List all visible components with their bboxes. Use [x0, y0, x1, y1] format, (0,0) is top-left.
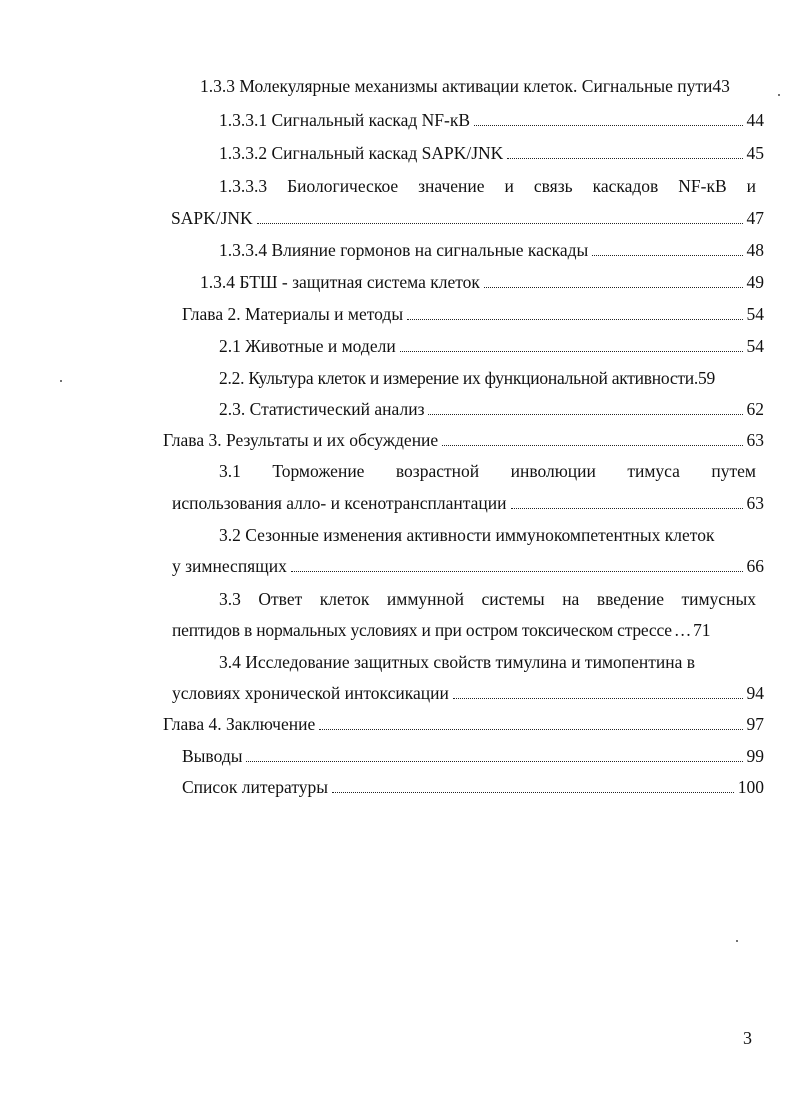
toc-entry-page: 62	[746, 399, 764, 419]
toc-word: тимуса	[627, 461, 680, 481]
toc-entry-3-4-line1	[219, 652, 695, 673]
toc-entry-1-3-3-3-line1	[219, 176, 756, 197]
dot-leader	[442, 445, 742, 446]
toc-entry-title: Глава 4. Заключение	[163, 714, 316, 734]
toc-entry-title: использования алло- и ксенотрансплантации	[172, 493, 507, 513]
dot-leader	[407, 319, 742, 320]
toc-entry-3-1-line2	[172, 493, 764, 514]
toc-word: тимусных	[681, 589, 756, 609]
toc-entry-title: у зимнеспящих	[172, 556, 287, 576]
toc-entry-title: 1.3.3 Молекулярные механизмы активации клеток. Сигнальные пути	[200, 76, 713, 96]
toc-entry-page: 47	[746, 208, 764, 228]
dot-leader	[453, 698, 743, 699]
dot-leader	[592, 255, 742, 256]
toc-entry-page: 71	[693, 620, 711, 640]
toc-entry-title: Глава 2. Материалы и методы	[182, 304, 404, 324]
toc-entry-1-3-3-3-line2	[171, 208, 764, 229]
toc-word: значение	[418, 176, 485, 196]
toc-entry-title: Список литературы	[182, 777, 329, 797]
toc-word: Ответ	[258, 589, 303, 609]
dot-leader	[246, 761, 742, 762]
dot-leader	[400, 351, 743, 352]
toc-entry-page: 97	[746, 714, 764, 734]
toc-entry-title: 3.4 Исследование защитных свойств тимулина и тимопентина в	[219, 652, 696, 672]
toc-entry-page: 45	[746, 143, 764, 163]
toc-entry-title: 3.2 Сезонные изменения активности иммунокомпетентных клеток	[219, 525, 715, 545]
toc-word: введение	[596, 589, 664, 609]
toc-entry-1-3-4	[200, 272, 764, 293]
toc-entry-references	[182, 777, 764, 798]
toc-entry-1-3-3-2	[219, 143, 764, 164]
toc-entry-chapter-4	[163, 714, 764, 735]
toc-word: и	[504, 176, 514, 196]
toc-entry-3-2-line2	[172, 556, 764, 577]
toc-entry-chapter-3	[163, 430, 764, 451]
toc-entry-page: 66	[746, 556, 764, 576]
dot-leader	[507, 158, 742, 159]
toc-entry-conclusions	[182, 746, 764, 767]
toc-word: NF-кВ	[678, 176, 727, 196]
dot-leader: …	[673, 620, 692, 640]
toc-entry-title: 2.1 Животные и модели	[219, 336, 396, 356]
toc-entry-2-2	[219, 368, 715, 389]
toc-entry-chapter-2	[182, 304, 764, 325]
toc-entry-page: 100	[737, 777, 764, 797]
dot-leader	[474, 125, 742, 126]
toc-word: 3.1	[219, 461, 241, 481]
toc-entry-1-3-3-4	[219, 240, 764, 261]
toc-entry-page: 54	[746, 336, 764, 356]
toc-entry-3-4-line2	[172, 683, 764, 704]
toc-entry-title: 1.3.3.2 Сигнальный каскад SAPK/JNK	[219, 143, 504, 163]
toc-entry-title: условиях хронической интоксикации	[172, 683, 449, 703]
toc-entry-2-1	[219, 336, 764, 357]
dot-leader	[257, 223, 743, 224]
toc-entry-title: Глава 3. Результаты и их обсуждение	[163, 430, 439, 450]
toc-entry-page: 59	[698, 368, 715, 388]
toc-entry-title: Выводы	[182, 746, 243, 766]
toc-entry-page: 54	[746, 304, 764, 324]
toc-entry-3-3-line1	[219, 589, 756, 610]
toc-word: инволюции	[510, 461, 596, 481]
toc-entry-page: 49	[746, 272, 764, 292]
toc-entry-title: 2.2. Культура клеток и измерение их функциональной активности.	[219, 368, 698, 388]
dot-leader	[291, 571, 743, 572]
dot-leader	[511, 508, 743, 509]
toc-entry-page: 43	[712, 76, 730, 96]
toc-entry-2-3	[219, 399, 764, 420]
dot-leader	[428, 414, 742, 415]
toc-entry-title: SAPK/JNK	[171, 208, 253, 228]
toc-entry-1-3-3	[200, 76, 730, 97]
toc-word: возрастной	[395, 461, 480, 481]
toc-entry-page: 44	[746, 110, 764, 130]
toc-entry-title: 1.3.3.1 Сигнальный каскад NF-кВ	[219, 110, 471, 130]
toc-word: связь	[533, 176, 573, 196]
toc-entry-page: 63	[746, 430, 764, 450]
toc-entry-title: 2.3. Статистический анализ	[219, 399, 425, 419]
dot-leader	[484, 287, 743, 288]
toc-entry-title: 1.3.3.4 Влияние гормонов на сигнальные каскады	[219, 240, 589, 260]
toc-entry-page: 63	[746, 493, 764, 513]
toc-entry-title: 1.3.4 БТШ - защитная система клеток	[200, 272, 480, 292]
toc-word: иммунной	[386, 589, 465, 609]
toc-entry-3-2-line1	[219, 525, 714, 546]
toc-entry-page: 94	[746, 683, 764, 703]
toc-word: клеток	[319, 589, 370, 609]
toc-entry-page: 99	[746, 746, 764, 766]
toc-word: каскадов	[592, 176, 659, 196]
page-number: 3	[743, 1028, 752, 1048]
dot-leader	[319, 729, 742, 730]
toc-entry-1-3-3-1	[219, 110, 764, 131]
scan-speck	[778, 94, 780, 96]
toc-word: 3.3	[219, 589, 241, 609]
toc-word: Торможение	[272, 461, 365, 481]
toc-entry-title: пептидов в нормальных условиях и при остром токсическом стрессе	[172, 620, 672, 640]
toc-entry-3-3-line2	[172, 620, 764, 641]
toc-word: путем	[711, 461, 756, 481]
toc-word: и	[746, 176, 756, 196]
scan-speck	[736, 940, 738, 942]
toc-word: 1.3.3.3	[219, 176, 268, 196]
toc-word: на	[562, 589, 580, 609]
toc-word: системы	[481, 589, 545, 609]
dot-leader	[332, 792, 734, 793]
toc-entry-page: 48	[746, 240, 764, 260]
toc-entry-3-1-line1	[219, 461, 756, 482]
scan-speck	[60, 380, 62, 382]
toc-word: Биологическое	[287, 176, 399, 196]
